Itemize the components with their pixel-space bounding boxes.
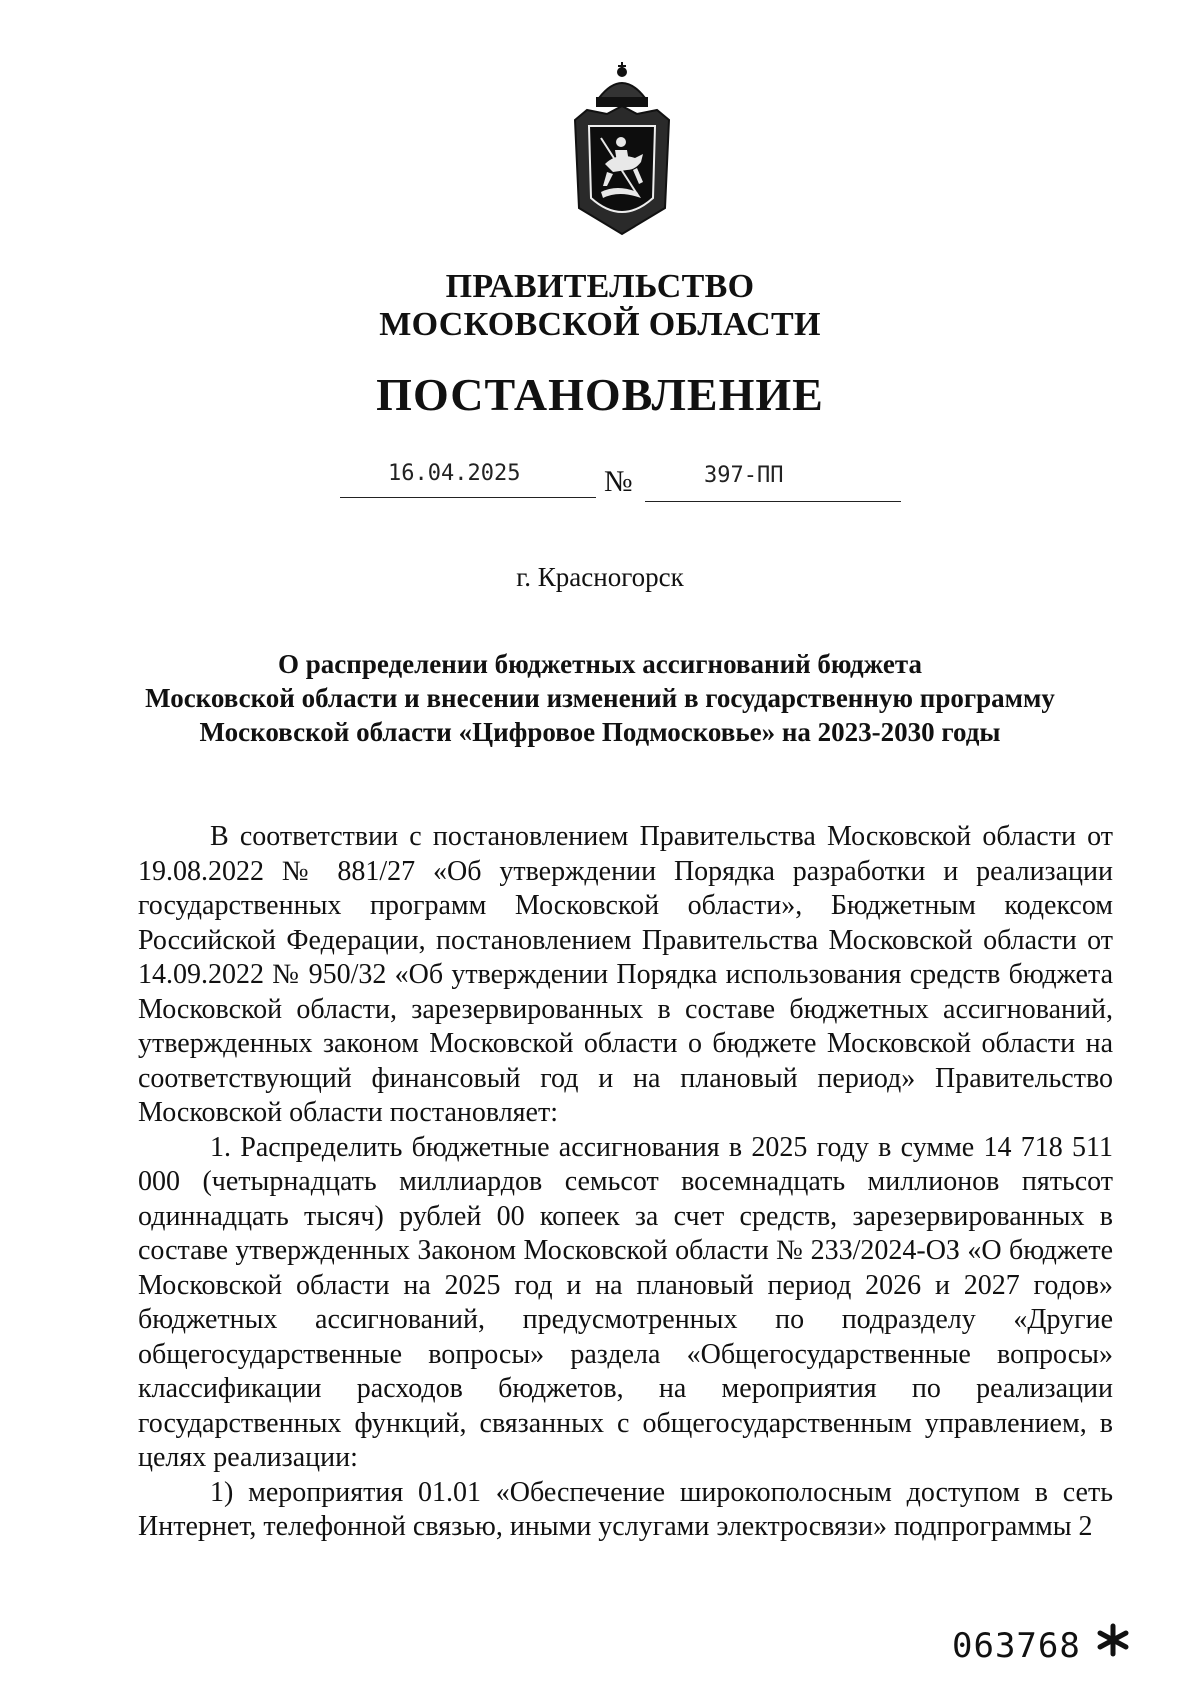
coat-of-arms-icon [557,58,687,238]
asterisk-icon [1095,1622,1131,1658]
title-line1: О распределении бюджетных ассигнований бюджета [278,649,922,679]
title-line2: Московской области и внесении изменений в государственную программу [145,683,1055,713]
paragraph-item-1: 1. Распределить бюджетные ассигнования в 2025 году в сумме 14 718 511 000 (четырнадцать миллиардов семьсот восемнадцать миллионов пятьсот одиннадцать тысяч) рублей 00 копеек за счет средств, зарезервированных в составе утвержденных Законом Московской области № 233/2024-ОЗ «О бюджете Московской области на 2025 год и на плановый период 2026 и 2027 годов» бюджетных ассигнований, предусмотренных по подразделу «Другие общегосударственные вопросы» раздела «Общегосударственные вопросы» классификации расходов бюджетов, на мероприятия по реализации государственных функций, связанных с общегосударственным управлением, в целях реализации: [138,1131,1113,1473]
document-type: ПОСТАНОВЛЕНИЕ [376,369,824,420]
paragraph-preamble: В соответствии с постановлением Правительства Московской области от 19.08.2022 № 881/27 «Об утверждении Порядка разработки и реализации государственных программ Московской области», Бюджетным кодексом Российской Федерации, постановлением Правительства Московской области от 14.09.2022 № 950/32 «Об утверждении Порядка использования средств бюджета Московской области, зарезервированных в составе бюджетных ассигнований, утвержденных законом Московской области о бюджете Московской области на соответствующий финансовый год и на плановый период» Правительство Московской области постановляет: [138,821,1113,1128]
document-body [138,820,1113,1545]
document-date: 16.04.2025 [388,461,521,486]
organization-name-line2: МОСКОВСКОЙ ОБЛАСТИ [379,306,821,343]
number-sign: № [604,465,633,498]
number-underline [645,501,901,502]
document-number: 397-ПП [704,463,784,488]
title-line3: Московской области «Цифровое Подмосковье» на 2023-2030 годы [199,717,1001,747]
document-title [100,647,1100,749]
paragraph-subitem-1: 1) мероприятия 01.01 «Обеспечение широкополосным доступом в сеть Интернет, телефонной связью, иными услугами электросвязи» подпрограммы 2 [138,1476,1113,1542]
document-serial-number: 063768 [952,1626,1081,1666]
date-underline [340,497,596,498]
city: г. Красногорск [516,562,684,592]
organization-name-line1: ПРАВИТЕЛЬСТВО [445,268,755,305]
